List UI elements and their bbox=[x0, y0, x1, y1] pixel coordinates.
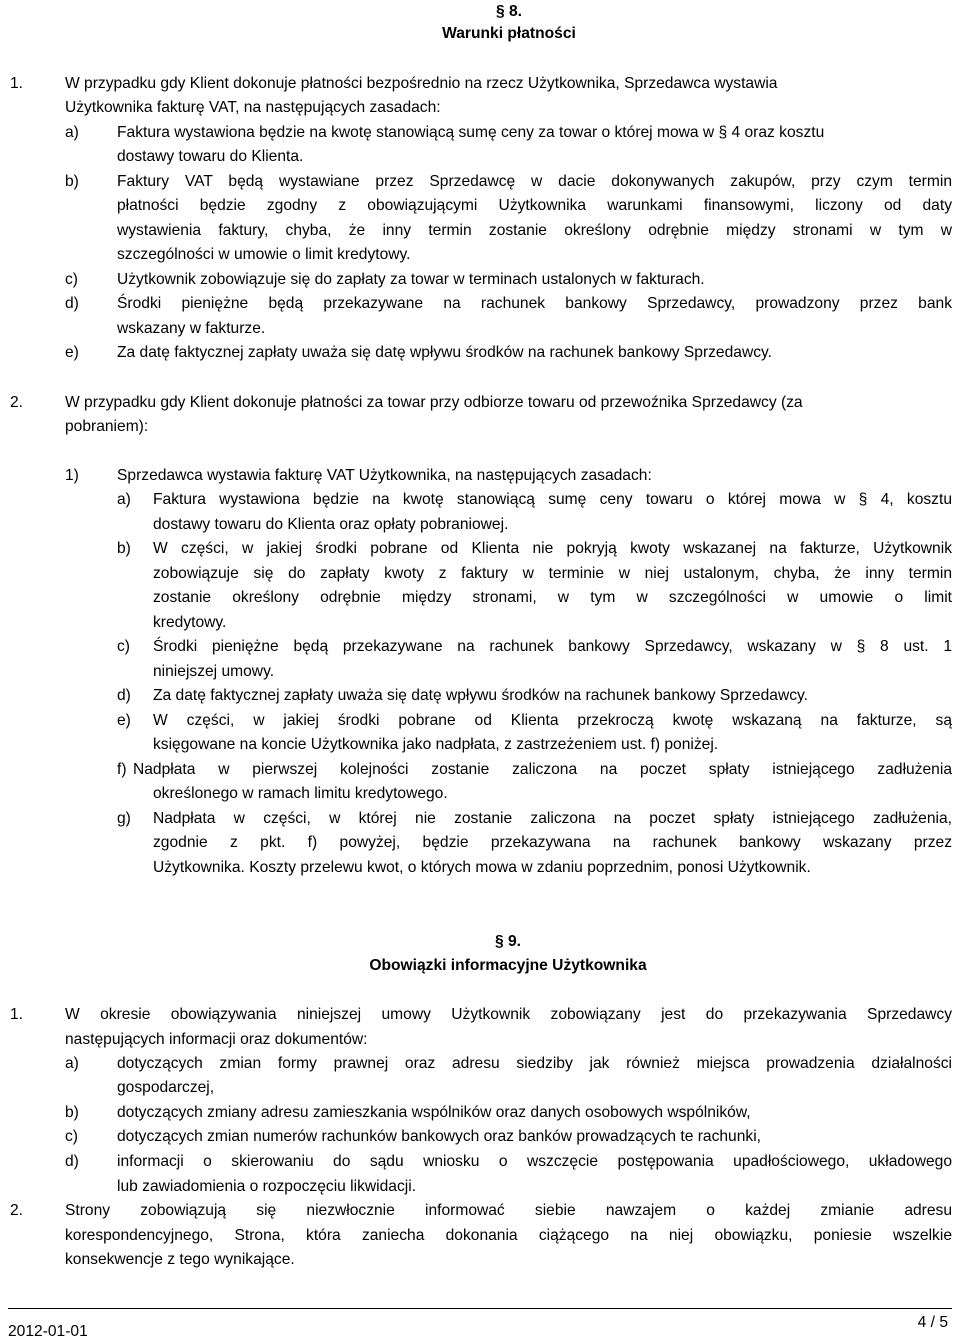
footer-date: 2012-01-01 bbox=[8, 1323, 88, 1340]
section-9-number: § 9. bbox=[494, 933, 521, 950]
s9-p1-intro-line: następujących informacji oraz dokumentów: bbox=[65, 1031, 368, 1048]
s9-p1-item-a-line: dotyczących zmian formy prawnej oraz adresu siedziby jak również miejsca prowadzenia działalności bbox=[117, 1055, 952, 1072]
s8-p2-item-f-line: określonego w ramach limitu kredytowego. bbox=[153, 785, 448, 802]
s8-p1-item-a-line: dostawy towaru do Klienta. bbox=[117, 148, 304, 165]
s8-p2-item-g-line: zgodnie z pkt. f) powyżej, będzie przekazywana na rachunek bankowy wskazany przez bbox=[153, 834, 952, 851]
s9-p1-item-d-line: lub zawiadomienia o rozpoczęciu likwidacji. bbox=[117, 1178, 417, 1195]
s8-p1-item-c-line: Użytkownik zobowiązuje się do zapłaty za towar w terminach ustalonych w fakturach. bbox=[117, 271, 705, 288]
s8-p2-item-f-line: Nadpłata w pierwszej kolejności zostanie zaliczona na poczet spłaty istniejącego zadłużenia bbox=[133, 761, 952, 778]
s8-p1-item-marker-e: e) bbox=[65, 344, 79, 361]
s8-p1-item-marker-c: c) bbox=[65, 271, 78, 288]
s8-p2-item-a-line: dostawy towaru do Klienta oraz opłaty pobraniowej. bbox=[153, 516, 509, 533]
s9-p1-item-d-line: informacji o skierowaniu do sądu wniosku o wszczęcie postępowania upadłościowego, układowego bbox=[117, 1153, 952, 1170]
s8-p2-item-marker-f: f) bbox=[117, 761, 127, 778]
s8-p2-item-marker-a: a) bbox=[117, 491, 131, 508]
s8-p1-item-b-line: płatności będzie zgodny z obowiązującymi Użytkownika warunkami finansowymi, liczony od daty bbox=[117, 197, 952, 214]
s8-p2-item-e-line: W części, w jakiej środki pobrane od Klienta przekroczą kwotę wskazaną na fakturze, są bbox=[153, 712, 952, 729]
s9-p1-marker: 1. bbox=[10, 1006, 24, 1023]
s8-p2-item-d-line: Za datę faktycznej zapłaty uważa się datę wpływu środków na rachunek bankowy Sprzedawcy. bbox=[153, 687, 808, 704]
footer-rule bbox=[8, 1308, 952, 1309]
s8-p2-item-a-line: Faktura wystawiona będzie na kwotę stanowiącą sumę ceny towaru o której mowa w § 4, kosztu bbox=[153, 491, 952, 508]
s8-p2-item-g-line: Użytkownika. Koszty przelewu kwot, o których mowa w zdaniu poprzednim, ponosi Użytkownik. bbox=[153, 859, 811, 876]
s9-p1-intro-line: W okresie obowiązywania niniejszej umowy Użytkownik zobowiązany jest do przekazywania Sprzedawcy bbox=[65, 1006, 952, 1023]
s8-p1-item-marker-d: d) bbox=[65, 295, 79, 312]
s9-p2-line: korespondencyjnego, Strona, która zaniecha dokonania ciążącego na niej obowiązku, poniesie wszelkie bbox=[65, 1227, 952, 1244]
s8-p1-intro-line: W przypadku gdy Klient dokonuje płatności bezpośrednio na rzecz Użytkownika, Sprzedawca wystawia bbox=[65, 75, 778, 92]
s8-p1-item-a-line: Faktura wystawiona będzie na kwotę stanowiącą sumę ceny za towar o której mowa w § 4 oraz kosztu bbox=[117, 124, 825, 141]
s8-p2-item-c-line: Środki pieniężne będą przekazywane na rachunek bankowy Sprzedawcy, wskazany w § 8 ust. 1 bbox=[153, 638, 952, 655]
section-8-title: Warunki płatności bbox=[442, 25, 576, 42]
s8-p2-intro-line: pobraniem): bbox=[65, 418, 149, 435]
s8-p2-item-marker-d: d) bbox=[117, 687, 131, 704]
s8-p2-item-marker-e: e) bbox=[117, 712, 131, 729]
s8-p2-item-b-line: kredytowy. bbox=[153, 614, 227, 631]
s8-p1-item-b-line: wystawienia faktury, chyba, że inny termin zostanie określony odrębnie między stronami w tym w bbox=[117, 222, 952, 239]
s8-p1-item-d-line: wskazany w fakturze. bbox=[117, 320, 266, 337]
s8-p2-item-g-line: Nadpłata w części, w której nie zostanie zaliczona na poczet spłaty istniejącego zadłużenia, bbox=[153, 810, 952, 827]
s9-p1-item-a-line: gospodarczej, bbox=[117, 1079, 215, 1096]
s8-p2-item-marker-b: b) bbox=[117, 540, 131, 557]
page-number: 4 / 5 bbox=[917, 1314, 948, 1331]
s8-p2-marker: 2. bbox=[10, 394, 24, 411]
section-8-number: § 8. bbox=[495, 3, 522, 20]
s8-p2-item-marker-c: c) bbox=[117, 638, 130, 655]
s8-p1-item-marker-a: a) bbox=[65, 124, 79, 141]
s9-p1-item-marker-b: b) bbox=[65, 1104, 79, 1121]
s8-p2-item-b-line: W części, w jakiej środki pobrane od Klienta nie pokryją kwoty wskazanej na fakturze, Użytkownik bbox=[153, 540, 952, 557]
s8-p2-item-marker-g: g) bbox=[117, 810, 131, 827]
s8-p1-item-b-line: szczególności w umowie o limit kredytowy. bbox=[117, 246, 411, 263]
s9-p2-line: Strony zobowiązują się niezwłocznie informować siebie nawzajem o każdej zmianie adresu bbox=[65, 1202, 952, 1219]
s8-p2-intro-line: W przypadku gdy Klient dokonuje płatności za towar przy odbiorze towaru od przewoźnika Sprzedawcy (za bbox=[65, 394, 803, 411]
s9-p1-item-marker-a: a) bbox=[65, 1055, 79, 1072]
s8-p2-item-b-line: zostanie określony odrębnie między stronami, w tym w szczególności w umowie o limit bbox=[153, 589, 952, 606]
s8-p1-marker: 1. bbox=[10, 75, 24, 92]
s9-p2-marker: 2. bbox=[10, 1202, 24, 1219]
s8-p2-item-b-line: zobowiązuje się do zapłaty kwoty z faktury w terminie w niej ustalonym, chyba, że inny termin bbox=[153, 565, 952, 582]
s8-p2-sub1-text: Sprzedawca wystawia fakturę VAT Użytkownika, na następujących zasadach: bbox=[117, 467, 652, 484]
s8-p1-intro-line: Użytkownika fakturę VAT, na następujących zasadach: bbox=[65, 99, 441, 116]
s8-p2-sub1-marker: 1) bbox=[65, 467, 79, 484]
s8-p1-item-marker-b: b) bbox=[65, 173, 79, 190]
s9-p1-item-marker-c: c) bbox=[65, 1128, 78, 1145]
s9-p2-line: konsekwencje z tego wynikające. bbox=[65, 1251, 295, 1268]
s8-p1-item-e-line: Za datę faktycznej zapłaty uważa się datę wpływu środków na rachunek bankowy Sprzedawcy. bbox=[117, 344, 772, 361]
s9-p1-item-c-line: dotyczących zmian numerów rachunków bankowych oraz banków prowadzących te rachunki, bbox=[117, 1128, 761, 1145]
s8-p2-item-e-line: księgowane na koncie Użytkownika jako nadpłata, z zastrzeżeniem ust. f) poniżej. bbox=[153, 736, 719, 753]
s8-p1-item-b-line: Faktury VAT będą wystawiane przez Sprzedawcę w dacie dokonywanych zakupów, przy czym termin bbox=[117, 173, 952, 190]
s8-p2-item-c-line: niniejszej umowy. bbox=[153, 663, 275, 680]
s9-p1-item-marker-d: d) bbox=[65, 1153, 79, 1170]
section-9-title: Obowiązki informacyjne Użytkownika bbox=[369, 957, 647, 974]
s9-p1-item-b-line: dotyczących zmiany adresu zamieszkania wspólników oraz danych osobowych wspólników, bbox=[117, 1104, 751, 1121]
s8-p1-item-d-line: Środki pieniężne będą przekazywane na rachunek bankowy Sprzedawcy, prowadzony przez bank bbox=[117, 295, 952, 312]
